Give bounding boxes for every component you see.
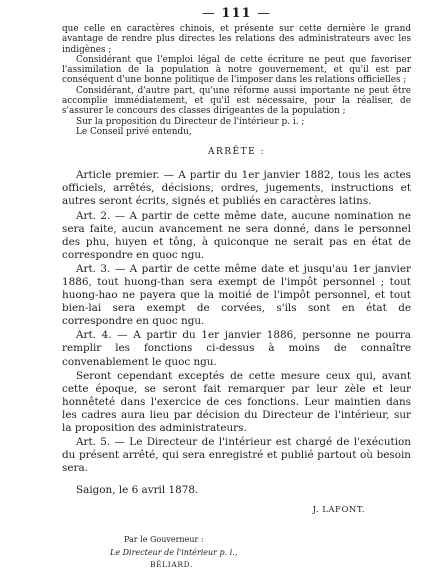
article-paragraph: Article premier. — A partir du 1er janvier 1882, tous les actes officiels, arrêtés, décisions, ordres, jugements, instructions et autres seront écrits, signés et publiés en caractères latins.	[62, 169, 411, 208]
arrete-heading: ARRÊTE :	[207, 147, 266, 158]
articles-block	[62, 169, 411, 475]
date-line: Saigon, le 6 avril 1878.	[76, 484, 199, 497]
preamble-paragraph: Considérant que l'emploi légal de cette écriture ne peut que favoriser l'assimilation de la population à notre gouvernement, et qu'il est par conséquent d'une bonne politique de l'imposer dans les relations officielles ;	[62, 54, 411, 86]
article-paragraph: Seront cependant exceptés de cette mesure ceux qui, avant cette époque, se seront fait remarquer par leur zèle et leur honnêteté dans l'exercice de ces fonctions. Leur maintien dans les cadres aura lieu par décision du Directeur de l'intérieur, sur la proposition des administrateurs.	[62, 369, 411, 435]
article-paragraph: Art. 2. — A partir de cette même date, aucune nomination ne sera faite, aucun avancement ne sera donné, dans le personnel des phu, huyen et tông, à quiconque ne serait pas en état de correspondre en quoc ngu.	[62, 209, 411, 261]
signature: J. LAFONT.	[312, 505, 365, 516]
governor-block	[110, 534, 411, 572]
header-dash-right: —	[257, 6, 272, 21]
preamble-block	[62, 24, 411, 137]
preamble-paragraph: Le Conseil privé entendu,	[76, 126, 192, 137]
director-line: Le Directeur de l'intérieur p. i.,	[110, 547, 238, 557]
article-paragraph: Art. 3. — A partir de cette même date et jusqu'au 1er janvier 1886, tout huong-than sera exempt de l'impôt personnel ; tout huong-hao ne payera que la moitié de l'impôt personnel, et tout bien-lai sera exempt de corvées, s'ils sont en état de correspondre en quoc ngu.	[62, 262, 411, 328]
article-paragraph: Art. 4. — A partir du 1er janvier 1886, personne ne pourra remplir les fonctions ci-dessus à moins de connaître convenablement le quoc ngu.	[62, 329, 411, 368]
preamble-paragraph: Sur la proposition du Directeur de l'intérieur p. i. ;	[76, 116, 305, 127]
governor-line: Par le Gouverneur :	[124, 535, 204, 545]
preamble-paragraph: que celle en caractères chinois, et présente sur cette dernière le grand avantage de rendre plus directes les relations des administrateurs avec les indigènes ;	[62, 24, 411, 55]
article-paragraph: Art. 5. — Le Directeur de l'intérieur est chargé de l'exécution du présent arrêté, qui sera enregistré et publié partout où besoin sera.	[62, 436, 411, 475]
preamble-paragraph: Considérant, d'autre part, qu'une réforme aussi importante ne peut être accomplie immédiatement, et qu'il est nécessaire, pour la réaliser, de s'assurer le concours des classes dirigeantes de la population ;	[62, 85, 411, 117]
page-number: 111	[221, 6, 252, 21]
director-name: BÉLIARD.	[150, 560, 193, 570]
header-dash-left: —	[201, 6, 216, 21]
page-number-header	[62, 6, 411, 21]
